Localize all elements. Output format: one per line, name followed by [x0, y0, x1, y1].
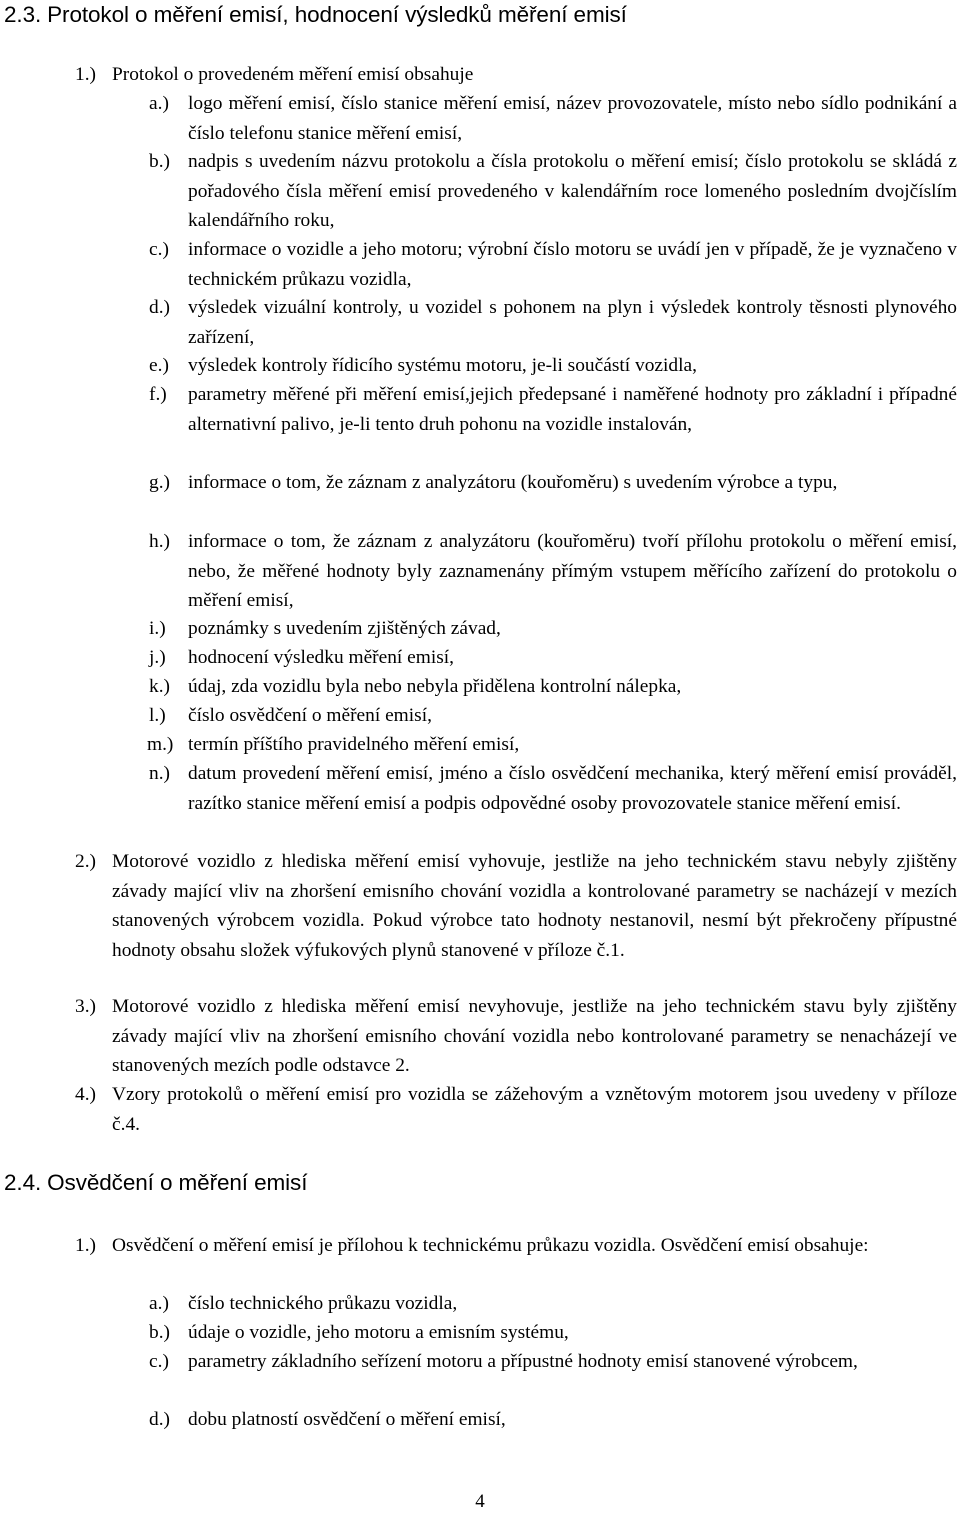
item-number: 1.) [75, 64, 97, 85]
item-text: Vzory protokolů o měření emisí pro vozidla se zážehovým a vznětovým motorem jsou uvedeny v příloze č.4. [112, 1084, 957, 1135]
list-item [149, 701, 957, 731]
list-item [149, 1347, 957, 1377]
item-text: datum provedení měření emisí, jméno a číslo osvědčení mechanika, který měření emisí prováděl, razítko stanice měření emisí a podpis odpovědné osoby provozovatele stanice měření emisí. [188, 763, 957, 814]
list-item [149, 351, 957, 381]
item-text: výsledek kontroly řídicího systému motoru, je-li součástí vozidla, [188, 355, 697, 376]
item-letter: j.) [149, 647, 166, 668]
item-text: nadpis s uvedením názvu protokolu a čísla protokolu o měření emisí; číslo protokolu se skládá z pořadového čísla měření emisí provedeného v kalendářním roce lomeného posledním dvojčíslím kalendářního roku, [188, 151, 957, 231]
list-item [149, 147, 957, 236]
item-letter: c.) [149, 1351, 169, 1372]
section-heading: 2.3. Protokol o měření emisí, hodnocení výsledků měření emisí [4, 2, 627, 27]
list-item [75, 60, 957, 90]
item-number: 2.) [75, 851, 97, 872]
item-letter: b.) [149, 1322, 171, 1343]
item-text: hodnocení výsledku měření emisí, [188, 647, 455, 668]
item-text: číslo osvědčení o měření emisí, [188, 705, 432, 726]
list-item [149, 293, 957, 352]
list-item [149, 527, 957, 616]
item-letter: c.) [149, 239, 169, 260]
item-text: informace o tom, že záznam z analyzátoru (kouřoměru) s uvedením výrobce a typu, [188, 472, 838, 493]
item-letter: b.) [149, 151, 171, 172]
item-letter: f.) [149, 384, 167, 405]
item-text: Motorové vozidlo z hlediska měření emisí vyhovuje, jestliže na jeho technickém stavu nebyly zjištěny závady mající vliv na zhoršení emisního chování vozidla a kontrolované parametry se nacházejí v mezích stanovených výrobcem vozidla. Pokud výrobce tato hodnoty nestanovil, nesmí být překročeny přípustné hodnoty obsahu složek výfukových plynů stanovené v příloze č.1. [112, 851, 957, 961]
item-letter: d.) [149, 1409, 171, 1430]
item-text: logo měření emisí, číslo stanice měření emisí, název provozovatele, místo nebo sídlo podnikání a číslo telefonu stanice měření emisí, [188, 93, 957, 144]
item-number: 4.) [75, 1084, 97, 1105]
item-text: číslo technického průkazu vozidla, [188, 1293, 458, 1314]
item-text: informace o tom, že záznam z analyzátoru (kouřoměru) tvoří přílohu protokolu o měření emisí, nebo, že měřené hodnoty byly zaznamenány přímým vstupem měřícího zařízení do protokolu o měření emisí, [188, 531, 957, 611]
item-number: 3.) [75, 996, 97, 1017]
item-text: dobu platností osvědčení o měření emisí, [188, 1409, 506, 1430]
list-item [149, 759, 957, 818]
item-letter: a.) [149, 1293, 169, 1314]
item-letter: l.) [149, 705, 166, 726]
item-letter: d.) [149, 297, 171, 318]
section-heading: 2.4. Osvědčení o měření emisí [4, 1170, 308, 1195]
item-letter: n.) [149, 763, 171, 784]
list-item [149, 235, 957, 294]
item-text: údaj, zda vozidlu byla nebo nebyla přidělena kontrolní nálepka, [188, 676, 682, 697]
item-text: termín příštího pravidelného měření emisí, [188, 734, 520, 755]
item-text: údaje o vozidle, jeho motoru a emisním systému, [188, 1322, 569, 1343]
item-letter: k.) [149, 676, 171, 697]
list-item [149, 468, 957, 498]
item-text: informace o vozidle a jeho motoru; výrobní číslo motoru se uvádí jen v případě, že je vyznačeno v technickém průkazu vozidla, [188, 239, 957, 290]
list-item [149, 380, 957, 439]
item-text: výsledek vizuální kontroly, u vozidel s pohonem na plyn i výsledek kontroly těsnosti plynového zařízení, [188, 297, 957, 348]
page-number: 4 [475, 1491, 485, 1512]
item-letter: h.) [149, 531, 171, 552]
item-number: 1.) [75, 1235, 97, 1256]
list-item [75, 1231, 957, 1261]
item-text: parametry základního seřízení motoru a přípustné hodnoty emisí stanovené výrobcem, [188, 1351, 858, 1372]
list-item [149, 1405, 957, 1435]
list-item [149, 1289, 957, 1319]
list-item [75, 847, 957, 965]
item-text: Protokol o provedeném měření emisí obsahuje [112, 64, 474, 85]
section-title: Osvědčení o měření emisí [47, 1170, 308, 1195]
item-text: parametry měřené při měření emisí,jejich předepsané i naměřené hodnoty pro základní i případné alternativní palivo, je-li tento druh pohonu na vozidle instalován, [188, 384, 957, 435]
list-item [149, 672, 957, 702]
list-item [75, 992, 957, 1081]
item-text: poznámky s uvedením zjištěných závad, [188, 618, 501, 639]
list-item [149, 89, 957, 148]
item-letter: g.) [149, 472, 171, 493]
item-letter: m.) [147, 734, 174, 755]
list-item [149, 643, 957, 673]
list-item [147, 730, 957, 760]
item-text: Motorové vozidlo z hlediska měření emisí nevyhovuje, jestliže na jeho technickém stavu byly zjištěny závady mající vliv na zhoršení emisního chování vozidla nebo kontrolované parametry se nenacházejí ve stanovených mezích podle odstavce 2. [112, 996, 957, 1076]
item-letter: e.) [149, 355, 169, 376]
section-title: Protokol o měření emisí, hodnocení výsledků měření emisí [47, 2, 627, 27]
item-letter: a.) [149, 93, 169, 114]
list-item [149, 614, 957, 644]
item-text: Osvědčení o měření emisí je přílohou k technickému průkazu vozidla. Osvědčení emisí obsahuje: [112, 1235, 869, 1256]
list-item [149, 1318, 957, 1348]
list-item [75, 1080, 957, 1139]
item-letter: i.) [149, 618, 166, 639]
